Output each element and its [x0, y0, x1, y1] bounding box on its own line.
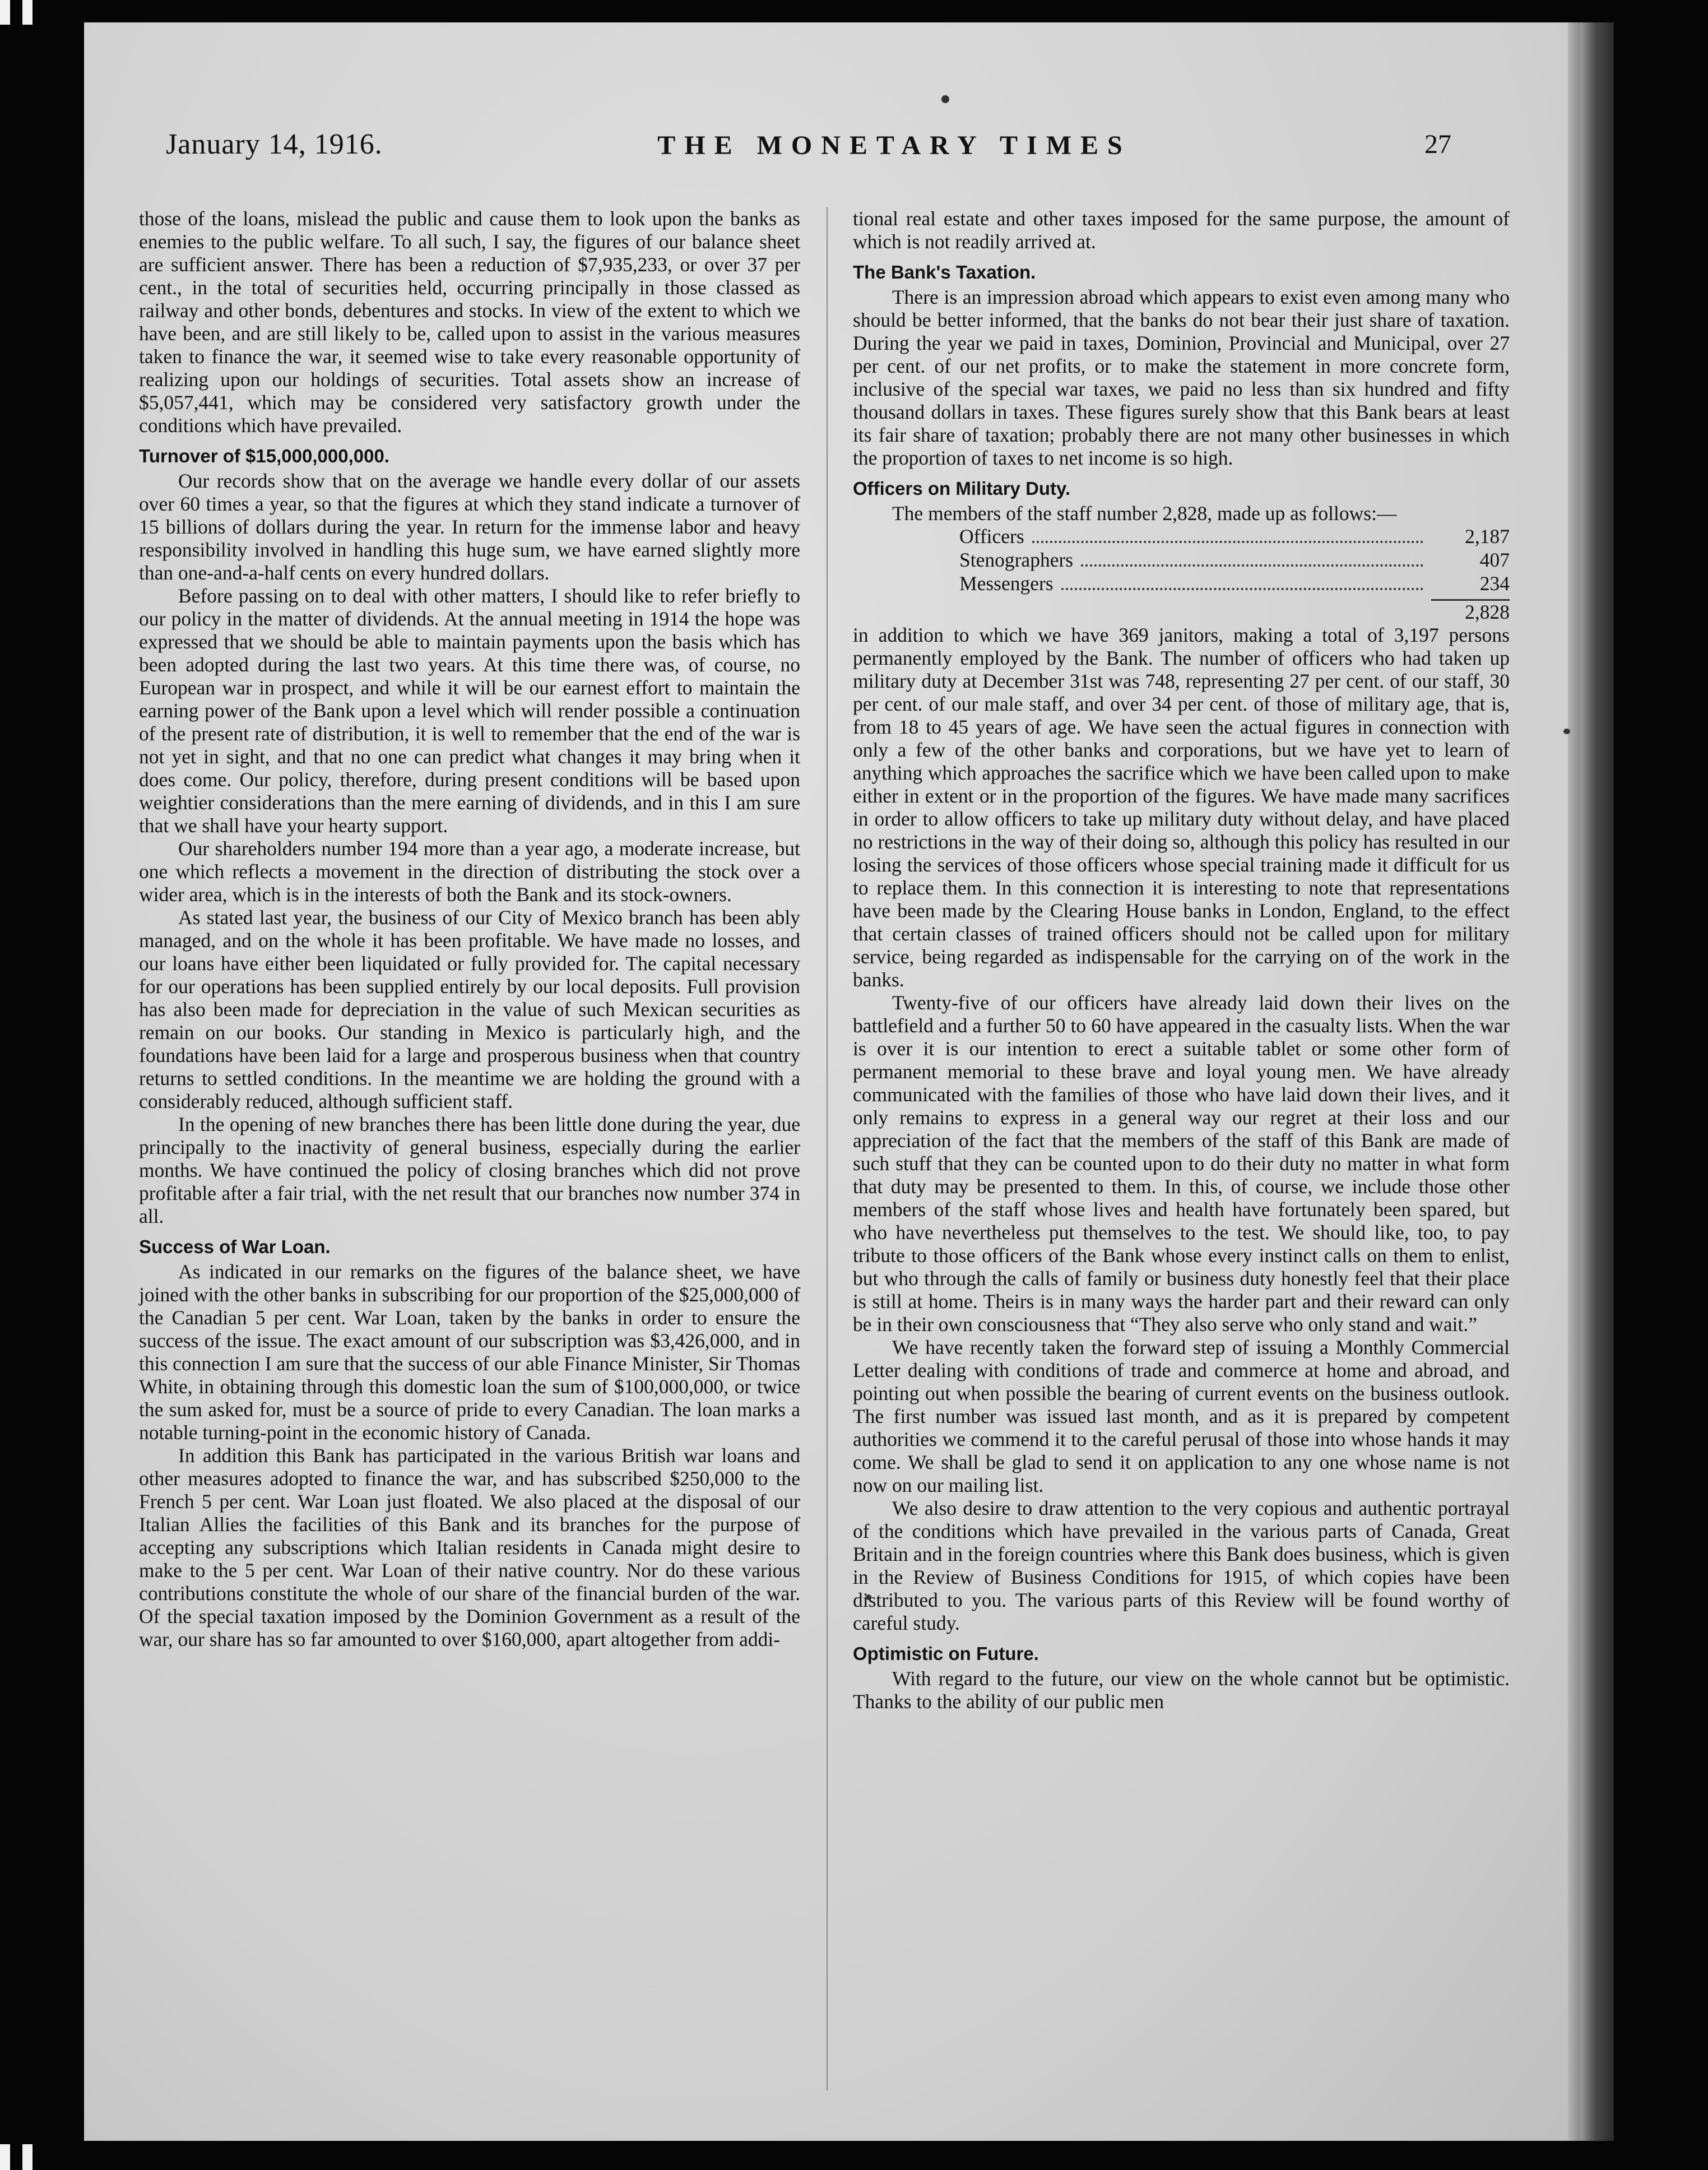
paragraph: Before passing on to deal with other matters, I should like to refer briefly to our policy in the matter of dividends. At the annual meeting in 1914 the hope was expressed that we should be able to maintain payments upon the basis which has been adopted during the last two years. At this time there was, of course, no European war in prospect, and while it will be our earnest effort to maintain the earning power of the Bank upon a level which will render possible a continuation of the present rate of distribution, it is well to remember that the end of the war is not yet in sight, and that no one can predict what changes it may bring when it does come. Our policy, therefore, during present conditions will be based upon weightier considerations than the mere earning of dividends, and in this I am sure that we shall have your hearty support.	[139, 585, 800, 837]
column-rule	[827, 207, 828, 2090]
staff-total-row	[853, 596, 1510, 624]
staff-row	[853, 549, 1510, 572]
staff-row	[853, 572, 1510, 596]
right-column	[853, 207, 1510, 1713]
ink-speck	[941, 95, 949, 103]
ink-speck	[1563, 729, 1570, 734]
continued-paragraph: those of the loans, mislead the public and cause them to look upon the banks as enemies to the public welfare. To all such, I say, the figures of our balance sheet are sufficient answer. There has been a reduction of $7,935,233, or over 37 per cent., in the total of securities held, occurring principally in those classed as railway and other bonds, debentures and stocks. In view of the extent to which we have been, and are still likely to be, called upon to assist in the various measures taken to finance the war, it seemed wise to take every reasonable opportunity of realizing upon our holdings of securities. Total assets show an increase of $5,057,441, which may be considered very satisfactory growth under the conditions which have prevailed.	[139, 207, 800, 437]
staff-value: 407	[1479, 549, 1510, 571]
section-heading: Officers on Military Duty.	[853, 478, 1071, 499]
issue-date: January 14, 1916.	[166, 128, 383, 160]
staff-total: 2,828	[1431, 599, 1510, 624]
film-sprocket-mark	[22, 2144, 33, 2170]
section-heading: Turnover of $15,000,000,000.	[139, 446, 389, 466]
staff-label: Messengers	[959, 572, 1053, 595]
section-heading: Success of War Loan.	[139, 1236, 331, 1257]
leader-dots	[1032, 541, 1423, 543]
left-column	[139, 207, 800, 1651]
paragraph: In addition this Bank has participated in the various British war loans and other measures adopted to finance the war, and has subscribed $250,000 to the French 5 per cent. War Loan just floated. We also placed at the disposal of our Italian Allies the facilities of this Bank and its branches for the purpose of accepting any subscriptions which Italian residents in Canada might desire to make to the 5 per cent. War Loan of their native country. Nor do these various contributions constitute the whole of our share of the financial burden of the war. Of the special taxation imposed by the Dominion Government as a result of the war, our share has so far amounted to over $160,000, apart altogether from addi-	[139, 1444, 800, 1650]
page-edge	[1580, 22, 1614, 2141]
paragraph: We have recently taken the forward step of issuing a Monthly Commercial Letter dealing with conditions of trade and commerce at home and abroad, and pointing out when possible the bearing of current events on the business outlook. The first number was issued last month, and as it is prepared by competent authorities we commend it to the careful perusal of those into whose hands it may come. We shall be glad to send it on application to any one whose name is not now on our mailing list.	[853, 1336, 1510, 1496]
staff-value: 234	[1479, 572, 1510, 595]
page-number: 27	[1424, 129, 1451, 159]
section-heading: The Bank's Taxation.	[853, 262, 1036, 282]
continued-paragraph: tional real estate and other taxes imposed for the same purpose, the amount of which is not readily arrived at.	[853, 207, 1510, 253]
masthead: THE MONETARY TIMES	[657, 131, 1131, 160]
page-binding-shadow	[1568, 22, 1580, 2141]
page-header	[166, 128, 1451, 178]
paragraph: With regard to the future, our view on the whole cannot but be optimistic. Thanks to the ability of our public men	[853, 1667, 1510, 1713]
staff-label: Officers	[959, 525, 1024, 548]
film-sprocket-mark	[0, 2144, 10, 2170]
paragraph: In the opening of new branches there has been little done during the year, due principally to the inactivity of general business, especially during the earlier months. We have continued the policy of closing branches which did not prove profitable after a fair trial, with the net result that our branches now number 374 in all.	[139, 1113, 800, 1227]
right-column-top	[853, 207, 1510, 525]
paragraph: There is an impression abroad which appears to exist even among many who should be better informed, that the banks do not bear their just share of taxation. During the year we paid in taxes, Dominion, Provincial and Municipal, over 27 per cent. of our net profits, or to make the statement in more concrete form, inclusive of the special war taxes, we paid no less than six hundred and fifty thousand dollars in taxes. These figures surely show that this Bank bears at least its fair share of taxation; probably there are not many other businesses in which the proportion of taxes to net income is so high.	[853, 286, 1510, 469]
paragraph: The members of the staff number 2,828, made up as follows:—	[892, 502, 1397, 525]
staff-row	[853, 525, 1510, 549]
paragraph: Our shareholders number 194 more than a year ago, a moderate increase, but one which reflects a movement in the direction of distributing the stock over a wider area, which is in the interests of both the Bank and its stock-owners.	[139, 837, 800, 906]
paragraph: As indicated in our remarks on the figures of the balance sheet, we have joined with the other banks in subscribing for our proportion of the $25,000,000 of the Canadian 5 per cent. War Loan, taken by the banks in order to ensure the success of the issue. The exact amount of our subscription was $3,426,000, and in this connection I am sure that the success of our able Finance Minister, Sir Thomas White, in obtaining through this domestic loan the sum of $100,000,000, or twice the sum asked for, must be a source of pride to every Canadian. The loan marks a notable turning-point in the economic history of Canada.	[139, 1260, 800, 1444]
section-heading: Optimistic on Future.	[853, 1643, 1039, 1664]
film-sprocket-mark	[0, 0, 10, 25]
paragraph: Our records show that on the average we handle every dollar of our assets over 60 times a year, so that the figures at which they stand indicate a turnover of 15 billions of dollars during the year. In return for the immense labor and heavy responsibility involved in handling this huge sum, we have earned slightly more than one-and-a-half cents on every hundred dollars.	[139, 470, 800, 584]
paragraph: As stated last year, the business of our City of Mexico branch has been ably managed, and on the whole it has been profitable. We have made no losses, and our loans have either been liquidated or fully provided for. The capital necessary for our operations has been supplied entirely by our local deposits. Full provision has also been made for depreciation in the value of such Mexican securities as remain on our books. Our standing in Mexico is particularly high, and the foundations have been laid for a large and prosperous business when that country returns to settled conditions. In the meantime we are holding the ground with a considerably reduced, although sufficient staff.	[139, 906, 800, 1112]
staff-table	[853, 525, 1510, 624]
staff-value: 2,187	[1465, 525, 1510, 548]
continued-paragraph: in addition to which we have 369 janitors, making a total of 3,197 persons permanently employed by the Bank. The number of officers who had taken up military duty at December 31st was 748, representing 27 per cent. of our staff, 30 per cent. of our male staff, and over 34 per cent. of those of military age, that is, from 18 to 45 years of age. We have seen the actual figures in connection with only a few of the other banks and corporations, but we have yet to learn of anything which approaches the sacrifice which we have been called upon to make either in extent or in the proportion of the figures. We have made many sacrifices in order to allow officers to take up military duty without delay, and have placed no restrictions in the way of their doing so, although this policy has resulted in our losing the services of those officers whose special training made it difficult for us to replace them. In this connection it is interesting to note that representations have been made by the Clearing House banks in London, England, to the effect that certain classes of trained officers should not be called upon for military service, being regarded as indispensable for the carrying on of the work in the banks.	[853, 624, 1510, 991]
paragraph: Twenty-five of our officers have already laid down their lives on the battlefield and a further 50 to 60 have appeared in the casualty lists. When the war is over it is our intention to erect a suitable tablet or some other form of permanent memorial to these brave and loyal young men. We have already communicated with the families of those who have laid down their lives, and it only remains to express in a general way our regret at their loss and our appreciation of the fact that the members of the staff of this Bank are made of such stuff that they can be counted upon to do their duty no matter in what form that duty may be presented to them. In this, of course, we include those other members of the staff whose lives and health have fortunately been spared, but who have nevertheless put themselves to the test. We should like, too, to pay tribute to those officers of the Bank whose every instinct calls on them to enlist, but who through the calls of family or business duty honestly feel that their place is still at home. Theirs is in many ways the harder part and their reward can only be in their own consciousness that “They also serve who only stand and wait.”	[853, 991, 1510, 1336]
staff-label: Stenographers	[959, 549, 1074, 571]
paragraph: We also desire to draw attention to the very copious and authentic portrayal of the conditions which have prevailed in the various parts of Canada, Great Britain and in the foreign countries where this Bank does business, which is given in the Review of Business Conditions for 1915, of which copies have been distributed to you. The various parts of this Review will be found worthy of careful study.	[853, 1497, 1510, 1634]
right-column-bottom	[853, 624, 1510, 1713]
leader-dots	[1061, 588, 1423, 590]
film-sprocket-mark	[22, 0, 33, 25]
leader-dots	[1081, 564, 1423, 567]
